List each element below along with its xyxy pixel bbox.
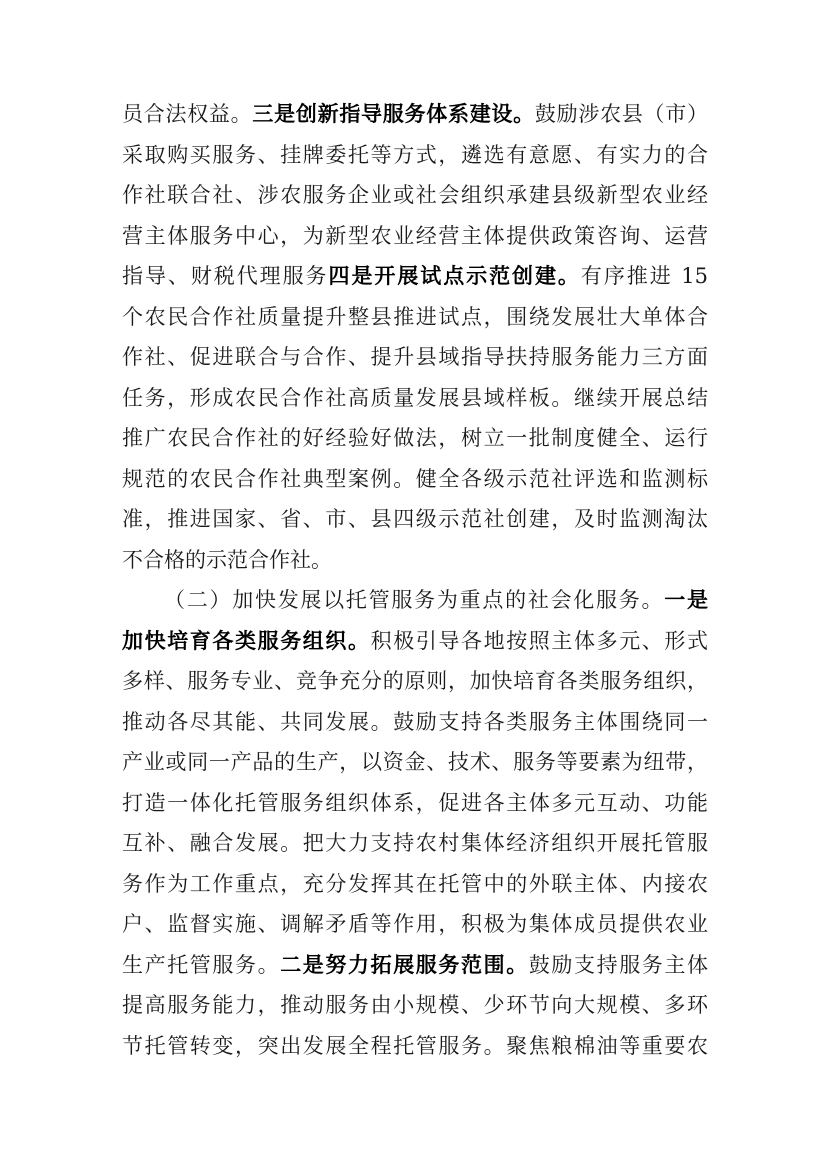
text-run: 任务，形成农民合作社高质量发展县域样板。继续开展总结 [122, 385, 708, 410]
text-run: 生产托管服务。 [122, 952, 281, 977]
text-run: 员合法权益。 [122, 102, 253, 126]
text-run: 有序推进 15 [580, 264, 709, 288]
text-line [122, 378, 708, 419]
text-run: 指导、财税代理服务 [122, 264, 329, 288]
bold-heading: 一是 [664, 587, 709, 612]
bold-heading: 加快培育各类服务组织。 [122, 627, 371, 653]
text-run: 推广农民合作社的好经验好做法，树立一批制度健全、运行 [122, 426, 708, 450]
text-run: 不合格的示范合作社。 [122, 547, 332, 572]
text-line [122, 256, 708, 297]
text-line [122, 499, 708, 540]
text-line [122, 135, 708, 176]
text-run: 个农民合作社质量提升整县推进试点，围绕发展壮大单体合 [122, 304, 708, 329]
text-line [122, 337, 708, 378]
text-run: 打造一体化托管服务组织体系，促进各主体多元互动、功能 [122, 790, 708, 815]
text-line [122, 864, 708, 905]
text-run: 多样、服务专业、竞争充分的原则，加快培育各类服务组织， [122, 669, 708, 693]
bold-heading: 四是开展试点示范创建。 [328, 263, 581, 288]
text-line [122, 418, 708, 459]
text-line [122, 823, 708, 864]
text-line [122, 783, 708, 824]
text-line [122, 297, 708, 338]
text-line [122, 945, 708, 986]
text-line [122, 459, 708, 500]
body-text [122, 94, 708, 1066]
text-run: 提高服务能力，推动服务由小规模、少环节向大规模、多环 [122, 993, 708, 1017]
section-heading-line [122, 580, 708, 621]
text-line [122, 661, 708, 702]
text-run: 户、监督实施、调解矛盾等作用，积极为集体成员提供农业 [122, 912, 708, 936]
text-run: 营主体服务中心，为新型农业经营主体提供政策咨询、运营 [122, 223, 708, 248]
text-line [122, 94, 708, 135]
text-run: 推动各尽其能、共同发展。鼓励支持各类服务主体围绕同一 [122, 709, 708, 734]
text-run: 节托管转变，突出发展全程托管服务。聚焦粮棉油等重要农 [122, 1033, 708, 1058]
text-run: 准，推进国家、省、市、县四级示范社创建，及时监测淘汰 [122, 507, 708, 531]
bold-heading: 二是努力拓展服务范围。 [280, 951, 529, 977]
text-run: 产业或同一产品的生产，以资金、技术、服务等要素为纽带， [122, 750, 708, 774]
text-run: 互补、融合发展。把大力支持农村集体经济组织开展托管服 [122, 831, 708, 855]
text-run: 务作为工作重点，充分发挥其在托管中的外联主体、内接农 [122, 871, 708, 896]
text-run: 规范的农民合作社典型案例。健全各级示范社评选和监测标 [122, 466, 708, 491]
text-line [122, 702, 708, 743]
text-line [122, 175, 708, 216]
text-run: 采取购买服务、挂牌委托等方式，遴选有意愿、有实力的合 [122, 142, 708, 167]
text-line [122, 540, 708, 581]
text-line [122, 742, 708, 783]
text-run: 鼓励支持服务主体 [528, 952, 709, 977]
text-run: 作社联合社、涉农服务企业或社会组织承建县级新型农业经 [122, 183, 708, 207]
text-line [122, 216, 708, 257]
text-run: 鼓励涉农县（市） [534, 102, 709, 126]
text-line [122, 1026, 708, 1067]
text-run: 作社、促进联合与合作、提升县域指导扶持服务能力三方面 [122, 345, 708, 369]
text-line [122, 621, 708, 662]
text-run: 积极引导各地按照主体多元、形式 [370, 628, 709, 653]
text-line [122, 904, 708, 945]
bold-heading: 三是创新指导服务体系建设。 [252, 101, 535, 126]
section-heading: （二）加快发展以托管服务为重点的社会化服务。 [164, 588, 665, 612]
text-line [122, 985, 708, 1026]
